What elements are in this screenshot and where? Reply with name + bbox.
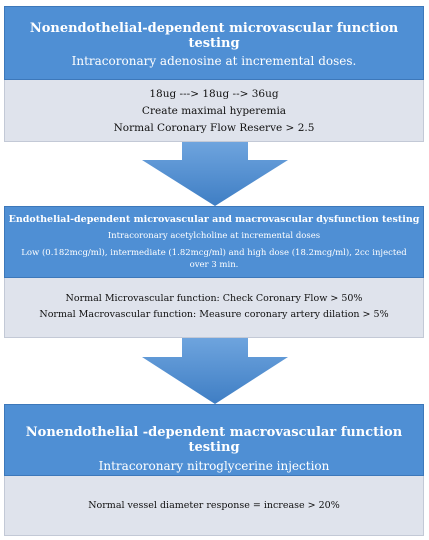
down-arrow-icon xyxy=(142,338,288,404)
step3-header xyxy=(4,404,424,476)
arrow-shape xyxy=(142,338,288,404)
step1-line: Normal Coronary Flow Reserve > 2.5 xyxy=(113,122,315,134)
step3-details xyxy=(4,476,424,536)
step1-title: Nonendothelial-dependent microvascular function testing xyxy=(29,21,399,51)
step1-line: Create maximal hyperemia xyxy=(141,105,287,117)
arrow-shape xyxy=(142,142,288,206)
step1-line: 18ug ---> 18ug --> 36ug xyxy=(149,88,279,100)
step2-detail: Low (0.182mcg/ml), intermediate (1.82mcg/ml) and high dose (18.2mcg/ml), 2cc injected over 3 min. xyxy=(21,248,407,270)
step1-subtitle: Intracoronary adenosine at incremental doses. xyxy=(71,54,357,68)
step2-header xyxy=(4,206,424,278)
down-arrow-icon xyxy=(142,142,288,206)
step1-header xyxy=(4,6,424,80)
step2-subtitle: Intracoronary acetylcholine at incremental doses xyxy=(107,231,321,241)
step2-title: Endothelial-dependent microvascular and macrovascular dysfunction testing xyxy=(8,214,420,225)
step1-details xyxy=(4,80,424,142)
step2-line: Normal Macrovascular function: Measure coronary artery dilation > 5% xyxy=(39,309,389,320)
step2-line: Normal Microvascular function: Check Coronary Flow > 50% xyxy=(65,293,363,304)
step2-details xyxy=(4,278,424,338)
step3-title: Nonendothelial -dependent macrovascular function testing xyxy=(25,425,403,455)
step3-subtitle: Intracoronary nitroglycerine injection xyxy=(98,459,330,473)
step3-line: Normal vessel diameter response = increase > 20% xyxy=(88,500,340,511)
